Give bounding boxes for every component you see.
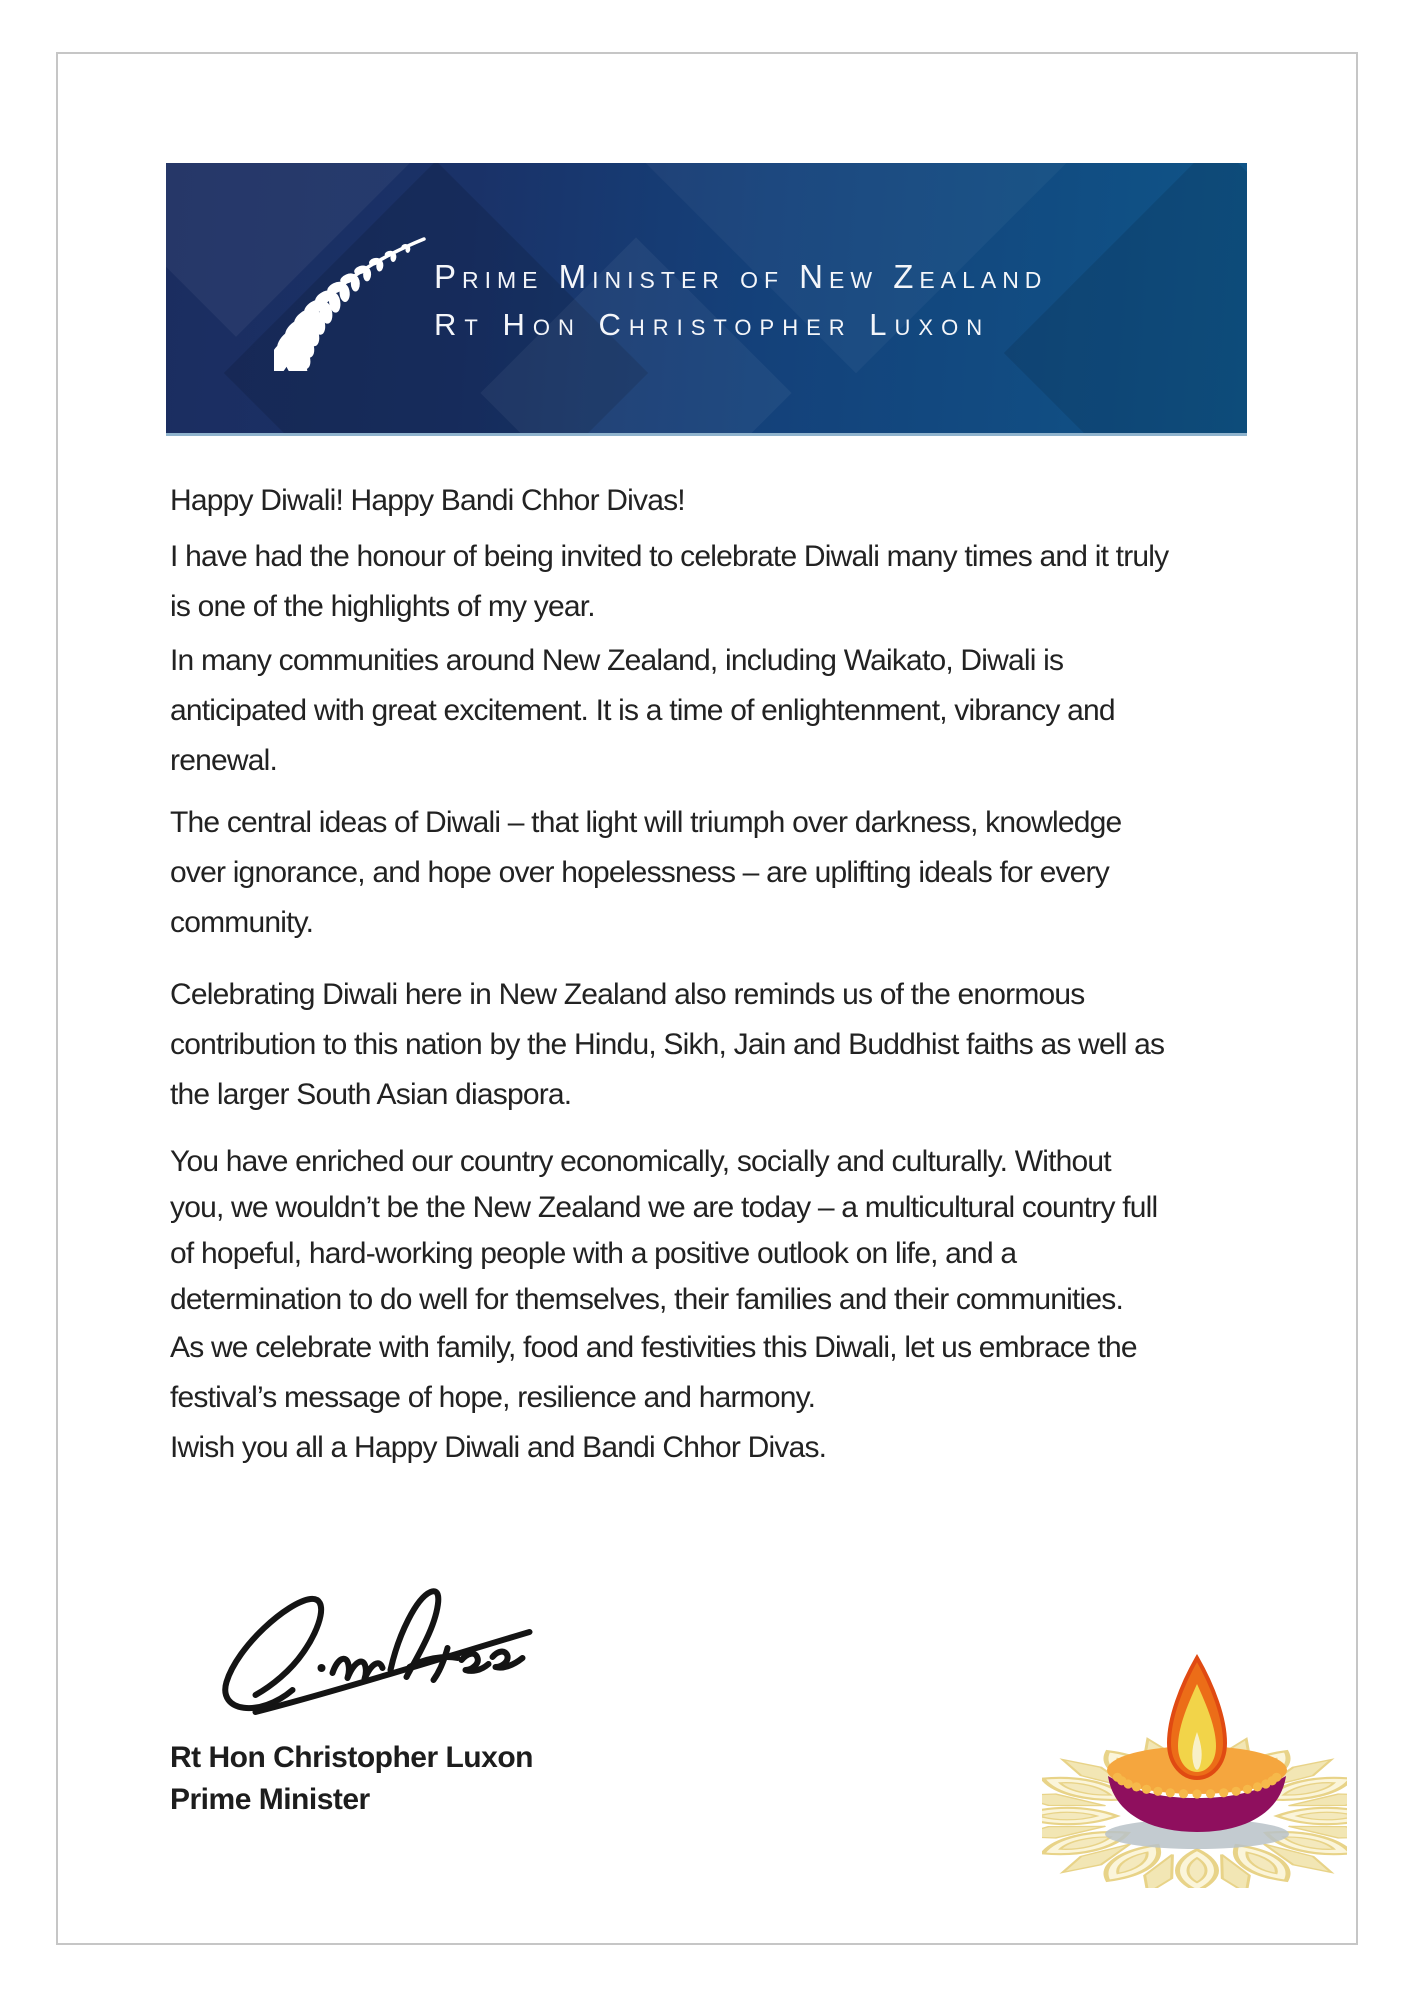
letter-line: As we celebrate with family, food and festivities this Diwali, let us embrace the bbox=[170, 1331, 1137, 1364]
paragraph bbox=[170, 970, 1310, 1120]
signatory-title: Prime Minister bbox=[170, 1783, 370, 1816]
signatory-name: Rt Hon Christopher Luxon bbox=[170, 1741, 533, 1774]
letter-line: In many communities around New Zealand, including Waikato, Diwali is bbox=[170, 644, 1064, 677]
paragraph bbox=[170, 1423, 1310, 1473]
letter-line: Happy Diwali! Happy Bandi Chhor Divas! bbox=[170, 484, 685, 517]
paragraph bbox=[170, 636, 1310, 786]
letter-line: determination to do well for themselves, their families and their communities. bbox=[170, 1283, 1124, 1316]
letter-line: over ignorance, and hope over hopelessness – are uplifting ideals for every bbox=[170, 856, 1109, 889]
paragraph bbox=[170, 798, 1310, 948]
letter-line: Celebrating Diwali here in New Zealand also reminds us of the enormous bbox=[170, 978, 1085, 1011]
letter-line: the larger South Asian diaspora. bbox=[170, 1078, 572, 1111]
letter-line: The central ideas of Diwali – that light will triumph over darkness, knowledge bbox=[170, 806, 1122, 839]
paragraph bbox=[170, 532, 1310, 632]
letterhead-banner bbox=[166, 163, 1247, 436]
letter-line: is one of the highlights of my year. bbox=[170, 590, 595, 623]
letter-line: You have enriched our country economically, socially and culturally. Without bbox=[170, 1145, 1111, 1178]
banner-subtitle: Rt Hon Christopher Luxon bbox=[434, 307, 991, 342]
paragraph bbox=[170, 1139, 1310, 1323]
signatory-block bbox=[170, 1737, 533, 1821]
letter-line: contribution to this nation by the Hindu, Sikh, Jain and Buddhist faiths as well as bbox=[170, 1028, 1165, 1061]
letter-line: anticipated with great excitement. It is a time of enlightenment, vibrancy and bbox=[170, 694, 1115, 727]
letter-line: renewal. bbox=[170, 744, 277, 777]
letter-line: of hopeful, hard-working people with a positive outlook on life, and a bbox=[170, 1237, 1017, 1270]
letter-line: Iwish you all a Happy Diwali and Bandi Chhor Divas. bbox=[170, 1431, 827, 1464]
letter-line: you, we wouldn’t be the New Zealand we are today – a multicultural country full bbox=[170, 1191, 1158, 1224]
banner-title: Prime Minister of New Zealand bbox=[434, 258, 1048, 295]
letter-body bbox=[170, 476, 1310, 1473]
paragraph bbox=[170, 1323, 1310, 1423]
paragraph bbox=[170, 476, 1310, 526]
letter-line: I have had the honour of being invited to celebrate Diwali many times and it truly bbox=[170, 540, 1169, 573]
signature-image bbox=[195, 1572, 550, 1732]
letter-line: community. bbox=[170, 906, 314, 939]
diya-lamp bbox=[1042, 1648, 1347, 1888]
letter-line: festival’s message of hope, resilience and harmony. bbox=[170, 1381, 816, 1414]
silver-fern-icon bbox=[274, 231, 434, 371]
